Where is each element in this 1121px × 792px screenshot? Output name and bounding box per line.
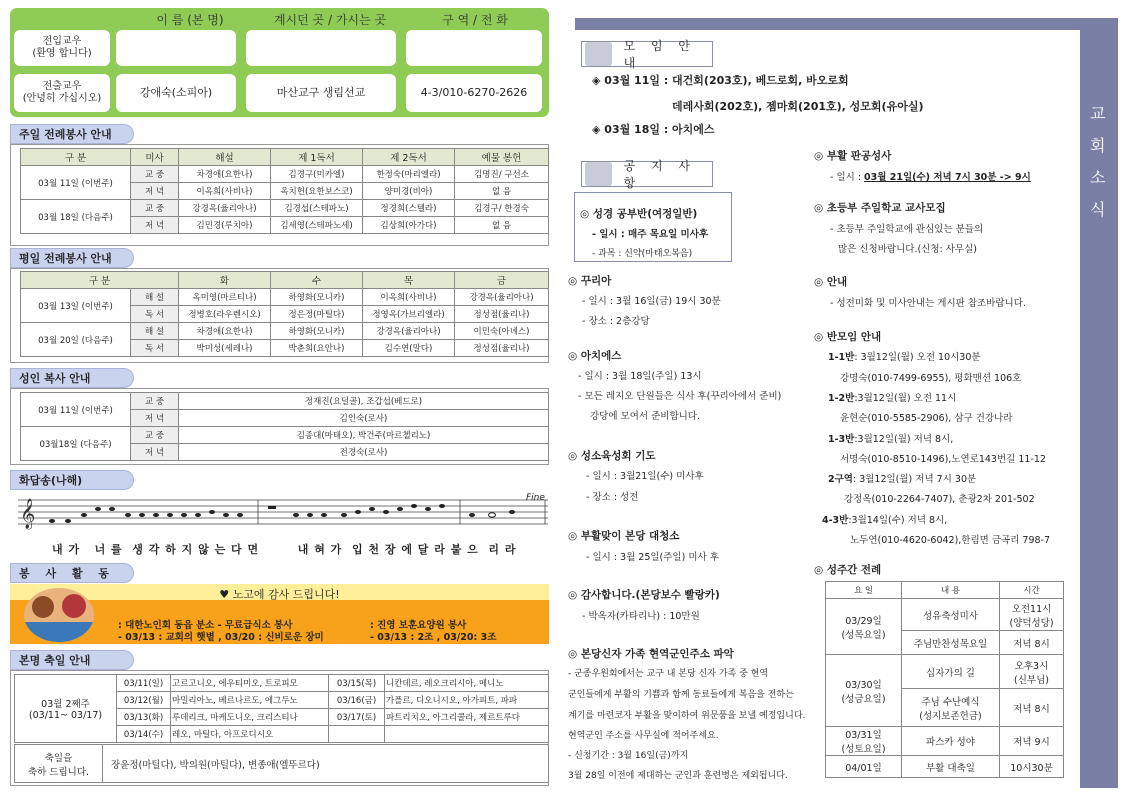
table-cell: 김세영(스테파노세): [271, 217, 363, 234]
achies-title: ◎ 아치에스: [568, 350, 622, 362]
holy-week-table: [825, 581, 1064, 778]
table-cell: 정병호(라우렌시오): [179, 306, 271, 323]
table-cell: 03월 18일 (다음주): [21, 200, 131, 234]
table-cell: 저 녁: [131, 410, 179, 427]
table-cell: 03/29일 (성목요일): [826, 599, 902, 655]
sunday-section-title: 주일 전례봉사 안내: [10, 124, 134, 144]
saint-image-icon: [585, 162, 612, 186]
table-cell: 03/13(화): [117, 709, 171, 726]
weekday-section-title: 평일 전례봉사 안내: [10, 248, 134, 268]
table-cell: 주님만찬성목요일: [902, 631, 1000, 655]
transfer-in-label: 전입교우 (환영 합니다): [14, 30, 110, 66]
table-cell: 오후3시 (신부님): [1000, 655, 1064, 689]
table-cell: [329, 726, 385, 743]
study-line-1: - 일시 : 매주 목요일 미사후: [592, 229, 709, 240]
notice-title: 공 지 사 항: [623, 159, 696, 190]
table-cell: 구 분: [21, 149, 131, 166]
table-cell: 저녁 8시: [1000, 631, 1064, 655]
table-cell: 제 1독서: [271, 149, 363, 166]
meeting-title: 모 임 안 내: [623, 39, 696, 70]
table-cell: 김명진/ 구선소: [455, 166, 549, 183]
table-cell: 한정숙(마리엘라): [363, 166, 455, 183]
table-cell: 강경옥(율리아나): [179, 200, 271, 217]
ban-2-detail: 윤현순(010-5585-2906), 삼구 건강나라: [840, 413, 1013, 424]
table-row: [21, 393, 549, 410]
table-cell: 김경구/ 한경숙: [455, 200, 549, 217]
military-line-5: - 신청기간 : 3월 16일(금)까지: [568, 751, 689, 761]
table-cell: 고르고니오, 에우티미오, 트로피모: [171, 675, 329, 692]
table-cell: 내 용: [902, 582, 1000, 599]
table-cell: 김경구(미카엘): [271, 166, 363, 183]
ban-2: 1-2반:3월12일(월) 오전 11시: [828, 393, 957, 404]
ban-5-detail: 노두연(010-4620-6042),한림면 금곡리 798-7: [850, 535, 1051, 546]
table-cell: 차경애(요한나): [179, 166, 271, 183]
table-cell: 저 녁: [131, 183, 179, 200]
table-cell: 이민숙(아녜스): [455, 323, 549, 340]
info-title: ◎ 안내: [814, 276, 848, 288]
table-cell: 수: [271, 272, 363, 289]
service-left-1: : 대한노인회 동읍 분소 - 무료급식소 봉사: [118, 620, 293, 631]
clean-line-1: - 일시 : 3월 25일(주일) 미사 후: [586, 552, 719, 563]
table-cell: 옥치헌(요한보스코): [271, 183, 363, 200]
table-cell: 니칸데르, 레오크리시아, 메니노: [385, 675, 549, 692]
transfer-out-label: 전출교우 (안녕히 가십시오): [14, 74, 110, 112]
thanks-line-1: - 박옥자(카타리나) : 10만원: [582, 611, 700, 622]
ban-4: 2구역: 3월12일(월) 저녁 7시 30분: [828, 474, 977, 485]
table-cell: 레오, 마틸다, 아프로디시오: [171, 726, 329, 743]
table-cell: 강경옥(율리아나): [363, 323, 455, 340]
table-cell: 03/12(월): [117, 692, 171, 709]
clean-title: ◎ 부활맞이 본당 대청소: [568, 530, 680, 542]
table-cell: 해설: [179, 149, 271, 166]
service-left-2: - 03/13 : 교회의 햇볕 , 03/20 : 신비로운 장미: [118, 632, 324, 643]
table-row: [826, 727, 1064, 756]
achies-line-3: 강당에 모여서 준비합니다.: [590, 411, 701, 422]
achies-line-1: - 일시 : 3월 18일(주일) 13시: [578, 371, 702, 382]
side-bar: [1080, 18, 1118, 788]
kkuria-line-2: - 장소 : 2층강당: [582, 316, 650, 327]
table-cell: 김수연(말다): [363, 340, 455, 357]
table-row: [826, 655, 1064, 689]
table-cell: 03/15(목): [329, 675, 385, 692]
ban-1-detail: 강명숙(010-7499-6955), 평화맨션 106호: [840, 373, 1022, 384]
side-text-4: 식: [1090, 200, 1106, 219]
achies-line-2: - 모든 레지오 단원들은 식사 후(꾸리아에서 준비): [578, 391, 782, 402]
service-thanks: ♥ 노고에 감사 드립니다!: [219, 588, 340, 601]
table-cell: 03월 11일 (이번주): [21, 166, 131, 200]
table-cell: 해 설: [131, 289, 179, 306]
table-cell: 파스카 성야: [902, 727, 1000, 756]
table-cell: 04/01일: [826, 756, 902, 778]
table-cell: 김인숙(로사): [179, 410, 549, 427]
col-name-header: 이 름 (본 명): [156, 13, 224, 27]
table-row: [826, 756, 1064, 778]
in-area-field[interactable]: [406, 30, 542, 66]
table-cell: 파트리치오, 아그리콜라, 제르트루다: [385, 709, 549, 726]
in-name-field[interactable]: [116, 30, 236, 66]
table-cell: 예물 봉헌: [455, 149, 549, 166]
table-cell: 03/16(금): [329, 692, 385, 709]
table-cell: 강경옥(율리아나): [455, 289, 549, 306]
table-cell: 마밀리아노, 베르나르도, 에그두노: [171, 692, 329, 709]
saint-image-icon: [585, 42, 612, 66]
military-line-6: 3월 28일 이전에 제대하는 군인과 훈련병은 제외됩니다.: [568, 771, 788, 781]
service-right-2: - 03/13 : 2조 , 03/20: 3조: [370, 632, 497, 643]
table-cell: 이옥희(사비나): [363, 289, 455, 306]
table-row: [15, 675, 549, 692]
table-cell: 저 녁: [131, 444, 179, 461]
table-cell: 김종대(마태오), 박건주(마르첼리노): [179, 427, 549, 444]
table-cell: 부활 대축일: [902, 756, 1000, 778]
service-panel: [10, 584, 549, 644]
music-staff: [18, 492, 550, 532]
table-cell: 정경희(스텔라): [363, 200, 455, 217]
table-cell: 전경숙(로사): [179, 444, 549, 461]
table-cell: 이옥희(사비나): [179, 183, 271, 200]
table-cell: 03/11(일): [117, 675, 171, 692]
ban-1: 1-1반: 3월12일(월) 오전 10시30분: [828, 352, 981, 363]
psalm-section-title: 화답송(나해): [10, 470, 134, 490]
table-cell: 없 음: [455, 183, 549, 200]
confession-line: - 일시 : 03월 21일(수) 저녁 7시 30분 -> 9시: [830, 172, 1031, 183]
table-cell: 하영화(모니카): [271, 323, 363, 340]
table-row: [21, 323, 549, 340]
col-area-header: 구 역 / 전 화: [442, 13, 508, 27]
table-cell: 요 일: [826, 582, 902, 599]
table-cell: 박춘희(요안나): [271, 340, 363, 357]
table-cell: 장윤정(마틸다), 박의원(마틸다), 변종애(엘뚜르다): [103, 745, 549, 783]
holy-line-2: - 장소 : 성전: [586, 492, 639, 503]
table-cell: 옥미영(마르티나): [179, 289, 271, 306]
out-name: 강애숙(소피아): [116, 74, 236, 112]
table-cell: 저녁 8시: [1000, 689, 1064, 727]
table-cell: 교 중: [131, 393, 179, 410]
table-cell: 독 서: [131, 306, 179, 323]
military-line-4: 현역군인 주소를 사무실에 적어주세요.: [568, 731, 719, 741]
teacher-title: ◎ 초등부 주일학교 교사모집: [814, 202, 946, 214]
table-cell: 성유축성미사: [902, 599, 1000, 631]
adult-table: [20, 392, 549, 461]
military-line-3: 계기를 마련코자 부활을 맞이하여 위문품을 보낼 예정입니다.: [568, 711, 806, 721]
service-section-title: 봉 사 활 동: [10, 563, 134, 583]
table-cell: 독 서: [131, 340, 179, 357]
holy-week-title: ◎ 성주간 전례: [814, 564, 882, 576]
military-line-2: 군인들에게 부활의 기쁨과 함께 동료들에게 복음을 전하는: [568, 690, 794, 700]
table-row: [21, 289, 549, 306]
table-cell: 구 분: [21, 272, 179, 289]
adult-section-title: 성인 복사 안내: [10, 368, 134, 388]
table-cell: 정성점(율리나): [455, 306, 549, 323]
sunday-table: [20, 148, 549, 234]
table-cell: 화: [179, 272, 271, 289]
table-cell: 주님 수난예식 (성지보존헌금): [902, 689, 1000, 727]
table-cell: 03월 20일 (다음주): [21, 323, 131, 357]
table-cell: 03월18일 (다음주): [21, 427, 131, 461]
military-line-1: - 군종우원회에서는 교구 내 본당 신자 가족 중 현역: [568, 669, 769, 679]
table-row: [21, 427, 549, 444]
thanks-title: ◎ 감사합니다.(본당보수 빨랑카): [568, 589, 720, 601]
table-cell: 오전11시 (양덕성당): [1000, 599, 1064, 631]
table-cell: 교 중: [131, 427, 179, 444]
study-title: ◎ 성경 공부반(여정일반): [580, 208, 698, 220]
table-cell: 십자가의 길: [902, 655, 1000, 689]
col-place-header: 계시던 곳 / 가시는 곳: [273, 13, 387, 27]
service-right-1: : 진영 보훈요양원 봉사: [370, 620, 467, 631]
table-cell: 차경애(요한나): [179, 323, 271, 340]
table-cell: 축일을 축하 드립니다.: [15, 745, 103, 783]
table-cell: 김상희(아가다): [363, 217, 455, 234]
military-title: ◎ 본당신자 가족 현역군인주소 파악: [568, 648, 734, 660]
holy-title: ◎ 성소육성회 기도: [568, 450, 656, 462]
table-cell: 시간: [1000, 582, 1064, 599]
table-cell: 03/30일 (성금요일): [826, 655, 902, 727]
table-cell: 저녁 9시: [1000, 727, 1064, 756]
table-row: [21, 200, 549, 217]
table-cell: 교 중: [131, 200, 179, 217]
table-cell: 03/14(수): [117, 726, 171, 743]
table-cell: 저 녁: [131, 217, 179, 234]
welcome-box: [10, 8, 549, 117]
table-row: [21, 166, 549, 183]
table-cell: 하영화(모니카): [271, 289, 363, 306]
meeting-line-2: 데레사회(202호), 젬마회(201호), 성모회(유아실): [672, 100, 924, 113]
ban-title: ◎ 반모임 안내: [814, 331, 882, 343]
table-cell: 03/31일 (성토요일): [826, 727, 902, 756]
meeting-line-1: ◈ 03월 11일 : 대건회(203호), 베드로회, 바오로회: [592, 74, 849, 87]
bless-table: [14, 744, 549, 783]
table-cell: 03/17(토): [329, 709, 385, 726]
table-cell: 교 중: [131, 166, 179, 183]
table-cell: 금: [455, 272, 549, 289]
table-cell: 김경섭(스테파노): [271, 200, 363, 217]
table-cell: 루데리크, 마케도니오, 크리스티나: [171, 709, 329, 726]
teacher-line-2: 많은 신청바랍니다.(신청: 사무실): [838, 244, 977, 255]
header-bar: [575, 18, 1091, 30]
ban-4-detail: 강정옥(010-2264-7407), 춘광2차 201-502: [844, 494, 1035, 505]
ban-3-detail: 서명숙(010-8510-1496),노연로143번길 11-12: [840, 454, 1046, 465]
confession-title: ◎ 부활 판공성사: [814, 150, 892, 162]
info-line-1: - 성전미화 및 미사안내는 게시판 참조바랍니다.: [830, 298, 1026, 309]
meeting-title-box: [581, 39, 713, 70]
ban-5: 4-3반:3월14일(수) 저녁 8시,: [822, 515, 948, 526]
weekday-table: [20, 271, 549, 357]
out-place: 마산교구 생림선교: [246, 74, 396, 112]
table-cell: 03월 2째주 (03/11~ 03/17): [15, 675, 117, 743]
side-text-3: 소: [1090, 168, 1106, 187]
table-cell: 제 2독서: [363, 149, 455, 166]
table-cell: 03월 13일 (이번주): [21, 289, 131, 323]
study-line-2: - 과목 : 신약(마태오복음): [592, 249, 693, 259]
table-row: [826, 599, 1064, 631]
table-cell: 정재진(요덜골), 조갑섭(베드로): [179, 393, 549, 410]
feast-table: [14, 674, 549, 743]
side-text-1: 교: [1090, 104, 1106, 123]
kkuria-line-1: - 일시 : 3월 16일(금) 19시 30분: [582, 296, 721, 307]
in-place-field[interactable]: [246, 30, 396, 66]
side-text-2: 회: [1090, 136, 1106, 155]
teacher-line-1: - 초등부 주일학교에 관심있는 분들의: [830, 224, 984, 235]
table-cell: [385, 726, 549, 743]
meeting-line-3: ◈ 03월 18일 : 아치에스: [592, 123, 715, 136]
table-cell: 없 음: [455, 217, 549, 234]
treble-clef-icon: 𝄞: [20, 499, 36, 529]
table-cell: 박미성(세레나): [179, 340, 271, 357]
fine-label: Fine: [526, 493, 545, 503]
table-cell: 미사: [131, 149, 179, 166]
feast-section-title: 본명 축일 안내: [10, 650, 134, 670]
table-cell: 정은정(마틸다): [271, 306, 363, 323]
holy-line-1: - 일시 : 3월21일(수) 미사후: [586, 471, 704, 482]
table-cell: 김민경(루치아): [179, 217, 271, 234]
table-cell: 양미경(비아): [363, 183, 455, 200]
table-cell: 가플르, 디오니시오, 아가피트, 파파: [385, 692, 549, 709]
table-cell: 목: [363, 272, 455, 289]
kkuria-title: ◎ 꾸리아: [568, 275, 612, 287]
table-cell: 03월 11일 (이번주): [21, 393, 131, 427]
table-cell: 10시30분: [1000, 756, 1064, 778]
notice-title-box: [581, 159, 713, 190]
table-cell: 정영옥(가브리엘라): [363, 306, 455, 323]
psalm-lyrics: 내 가 너 를 생 각 하 지 않 는 다 면 내 혀 가 입 천 장 에 달 라 붙 으 리 라: [52, 543, 517, 556]
ban-3: 1-3반:3월12일(월) 저녁 8시,: [828, 434, 954, 445]
table-cell: 해 설: [131, 323, 179, 340]
out-area: 4-3/010-6270-2626: [406, 74, 542, 112]
table-cell: 정성점(율리나): [455, 340, 549, 357]
